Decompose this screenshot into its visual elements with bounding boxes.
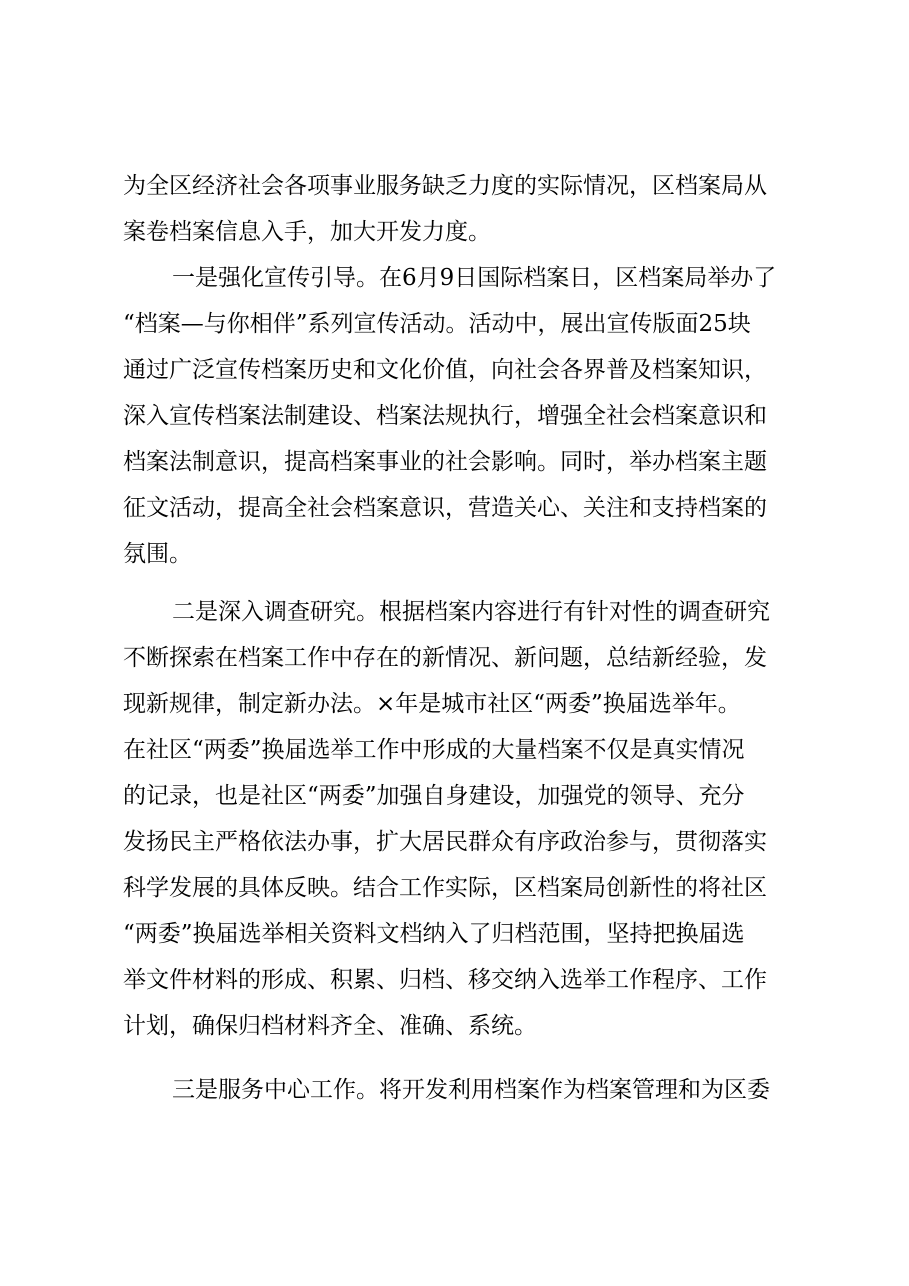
text-line: 举文件材料的形成、积累、归档、移交纳入选举工作程序、工作 bbox=[123, 967, 767, 993]
text-line: 为全区经济社会各项事业服务缺乏力度的实际情况，区档案局从 bbox=[123, 173, 767, 199]
text-line: 在社区“两委”换届选举工作中形成的大量档案不仅是真实情况 bbox=[123, 737, 745, 763]
text-line: 现新规律，制定新办法。×年是城市社区“两委”换届选举年。 bbox=[123, 691, 741, 717]
text-line: 档案法制意识，提高档案事业的社会影响。同时，举办档案主题 bbox=[123, 449, 767, 475]
text-line: 计划，确保归档材料齐全、准确、系统。 bbox=[123, 1013, 537, 1039]
text-line: 的记录，也是社区“两委”加强自身建设，加强党的领导、充分 bbox=[123, 783, 745, 809]
paragraph-first-line: 一是强化宣传引导。在6月9日国际档案日，区档案局举办了 bbox=[172, 265, 777, 291]
text-line: 发扬民主严格依法办事，扩大居民群众有序政治参与，贯彻落实 bbox=[123, 829, 767, 855]
paragraph-first-line: 二是深入调查研究。根据档案内容进行有针对性的调查研究 bbox=[172, 599, 770, 625]
text-line: “两委”换届选举相关资料文档纳入了归档范围，坚持把换届选 bbox=[123, 921, 745, 947]
text-line: 征文活动，提高全社会档案意识，营造关心、关注和支持档案的 bbox=[123, 495, 767, 521]
text-line: 不断探索在档案工作中存在的新情况、新问题，总结新经验，发 bbox=[123, 645, 767, 671]
text-line: 科学发展的具体反映。结合工作实际，区档案局创新性的将社区 bbox=[123, 875, 767, 901]
paragraph-first-line: 三是服务中心工作。将开发利用档案作为档案管理和为区委 bbox=[172, 1077, 770, 1103]
text-line: “档案—与你相伴”系列宣传活动。活动中，展出宣传版面25块 bbox=[123, 311, 751, 337]
text-line: 深入宣传档案法制建设、档案法规执行，增强全社会档案意识和 bbox=[123, 403, 767, 429]
text-line: 通过广泛宣传档案历史和文化价值，向社会各界普及档案知识， bbox=[123, 357, 767, 383]
text-line: 案卷档案信息入手，加大开发力度。 bbox=[123, 219, 491, 245]
text-line: 氛围。 bbox=[123, 541, 192, 567]
